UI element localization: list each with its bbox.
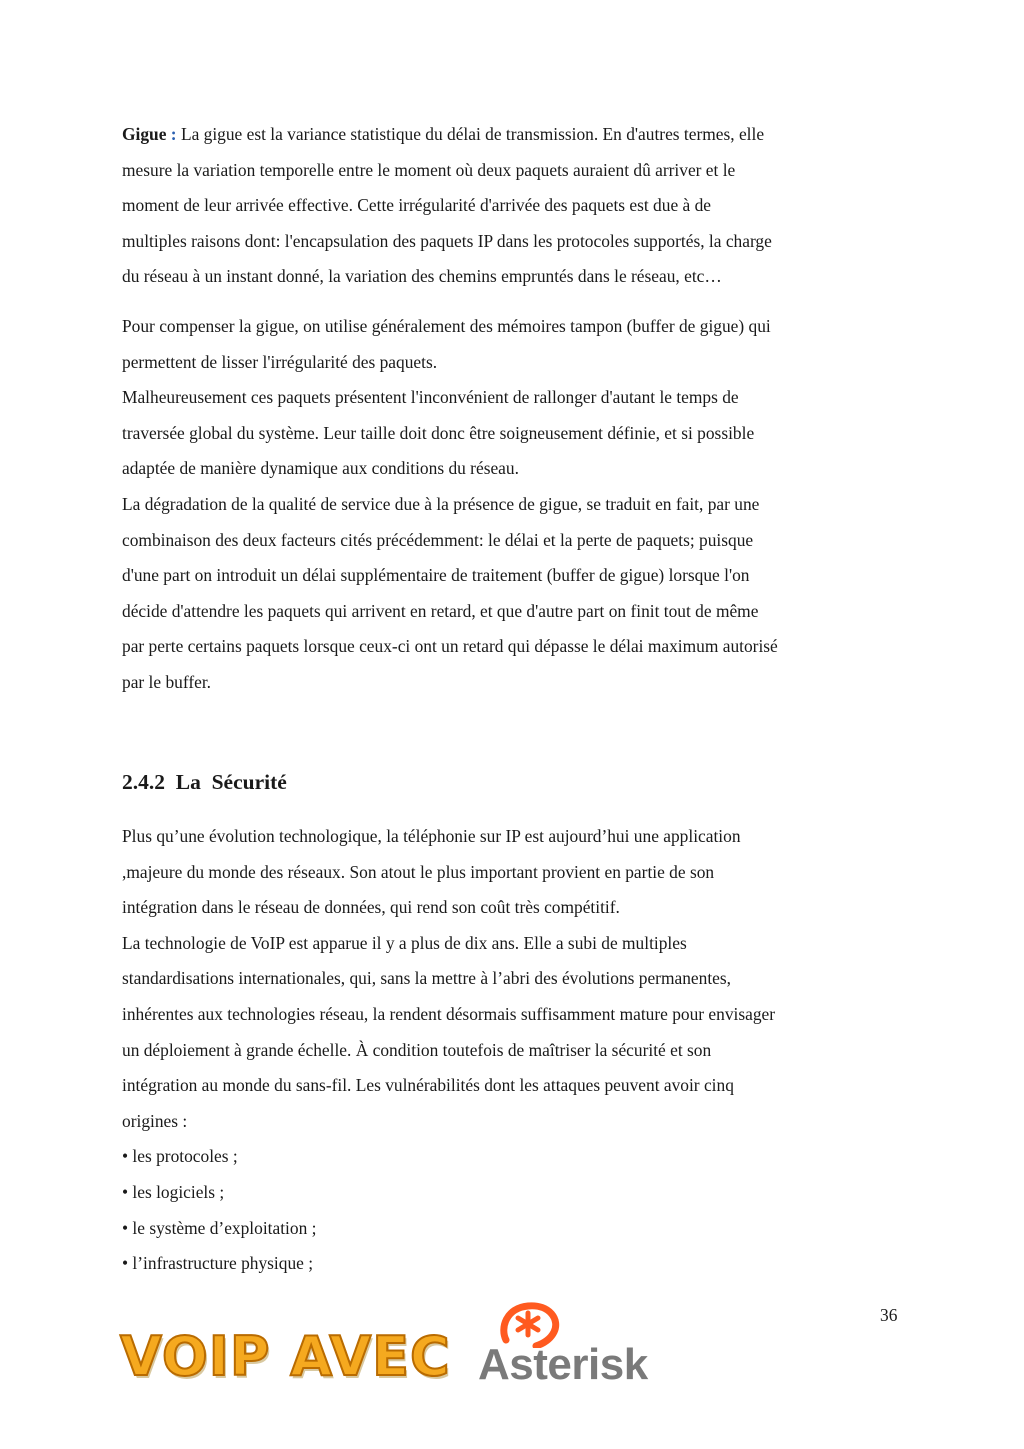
asterisk-brand-text: Asterisk bbox=[478, 1340, 648, 1389]
bullet-item: • le système d’exploitation ; bbox=[122, 1217, 317, 1238]
bullet-item: • les protocoles ; bbox=[122, 1146, 238, 1167]
text-line: multiples raisons dont: l'encapsulation des paquets IP dans les protocoles supportés, la charge bbox=[122, 230, 772, 251]
compensation-paragraph bbox=[122, 309, 912, 701]
text-line: intégration au monde du sans-fil. Les vulnérabilités dont les attaques peuvent avoir cinq bbox=[122, 1075, 734, 1096]
gigue-first-line bbox=[122, 117, 912, 153]
text-line: d'une part on introduit un délai supplémentaire de traitement (buffer de gigue) lorsque l'on bbox=[122, 565, 750, 586]
gigue-term: Gigue bbox=[122, 124, 167, 144]
text-line: La dégradation de la qualité de service due à la présence de gigue, se traduit en fait, par une bbox=[122, 493, 760, 514]
text-line: adaptée de manière dynamique aux conditions du réseau. bbox=[122, 458, 519, 479]
text-line: La gigue est la variance statistique du délai de transmission. En d'autres termes, elle bbox=[176, 124, 765, 144]
text-line: par le buffer. bbox=[122, 671, 212, 692]
text-line: Plus qu’une évolution technologique, la téléphonie sur IP est aujourd’hui une application bbox=[122, 826, 741, 846]
text-line: combinaison des deux facteurs cités précédemment: le délai et la perte de paquets; puisque bbox=[122, 529, 754, 550]
text-line: Pour compenser la gigue, on utilise généralement des mémoires tampon (buffer de gigue) qui bbox=[122, 315, 771, 336]
bullet-item: • l’infrastructure physique ; bbox=[122, 1253, 314, 1274]
text-line: traversée global du système. Leur taille doit donc être soigneusement définie, et si possible bbox=[122, 422, 755, 443]
text-line: Malheureusement ces paquets présentent l'inconvénient de rallonger d'autant le temps de bbox=[122, 387, 739, 408]
text-line: par perte certains paquets lorsque ceux-ci ont un retard qui dépasse le délai maximum autorisé bbox=[122, 636, 778, 657]
security-section-body bbox=[122, 819, 912, 1282]
section-heading: 2.4.2 La Sécurité bbox=[122, 770, 287, 794]
text-line: un déploiement à grande échelle. À condition toutefois de maîtriser la sécurité et son bbox=[122, 1039, 712, 1060]
text-line: moment de leur arrivée effective. Cette irrégularité d'arrivée des paquets est due à de bbox=[122, 195, 711, 216]
text-line: permettent de lisser l'irrégularité des paquets. bbox=[122, 351, 438, 372]
footer-logo bbox=[118, 1300, 663, 1400]
text-line: du réseau à un instant donné, la variation des chemins empruntés dans le réseau, etc… bbox=[122, 266, 722, 287]
gigue-colon: : bbox=[166, 124, 177, 144]
text-line: inhérentes aux technologies réseau, la rendent désormais suffisamment mature pour envisager bbox=[122, 1003, 776, 1024]
text-line: origines : bbox=[122, 1110, 188, 1131]
text-line: intégration dans le réseau de données, qui rend son coût très compétitif. bbox=[122, 897, 620, 918]
text-line: standardisations internationales, qui, sans la mettre à l’abri des évolutions permanentes, bbox=[122, 968, 731, 989]
text-line: mesure la variation temporelle entre le moment où deux paquets auraient dû arriver et le bbox=[122, 159, 736, 180]
text-line: ,majeure du monde des réseaux. Son atout le plus important provient en partie de son bbox=[122, 861, 715, 882]
gigue-paragraph bbox=[122, 117, 912, 295]
bullet-item: • les logiciels ; bbox=[122, 1181, 225, 1202]
text-line: décide d'attendre les paquets qui arrivent en retard, et que d'autre part on finit tout de même bbox=[122, 600, 759, 621]
page-number: 36 bbox=[880, 1305, 898, 1325]
text-line: La technologie de VoIP est apparue il y a plus de dix ans. Elle a subi de multiples bbox=[122, 932, 687, 953]
document-page bbox=[122, 117, 912, 1274]
voip-avec-logo-text: VOIP AVEC bbox=[120, 1325, 451, 1388]
